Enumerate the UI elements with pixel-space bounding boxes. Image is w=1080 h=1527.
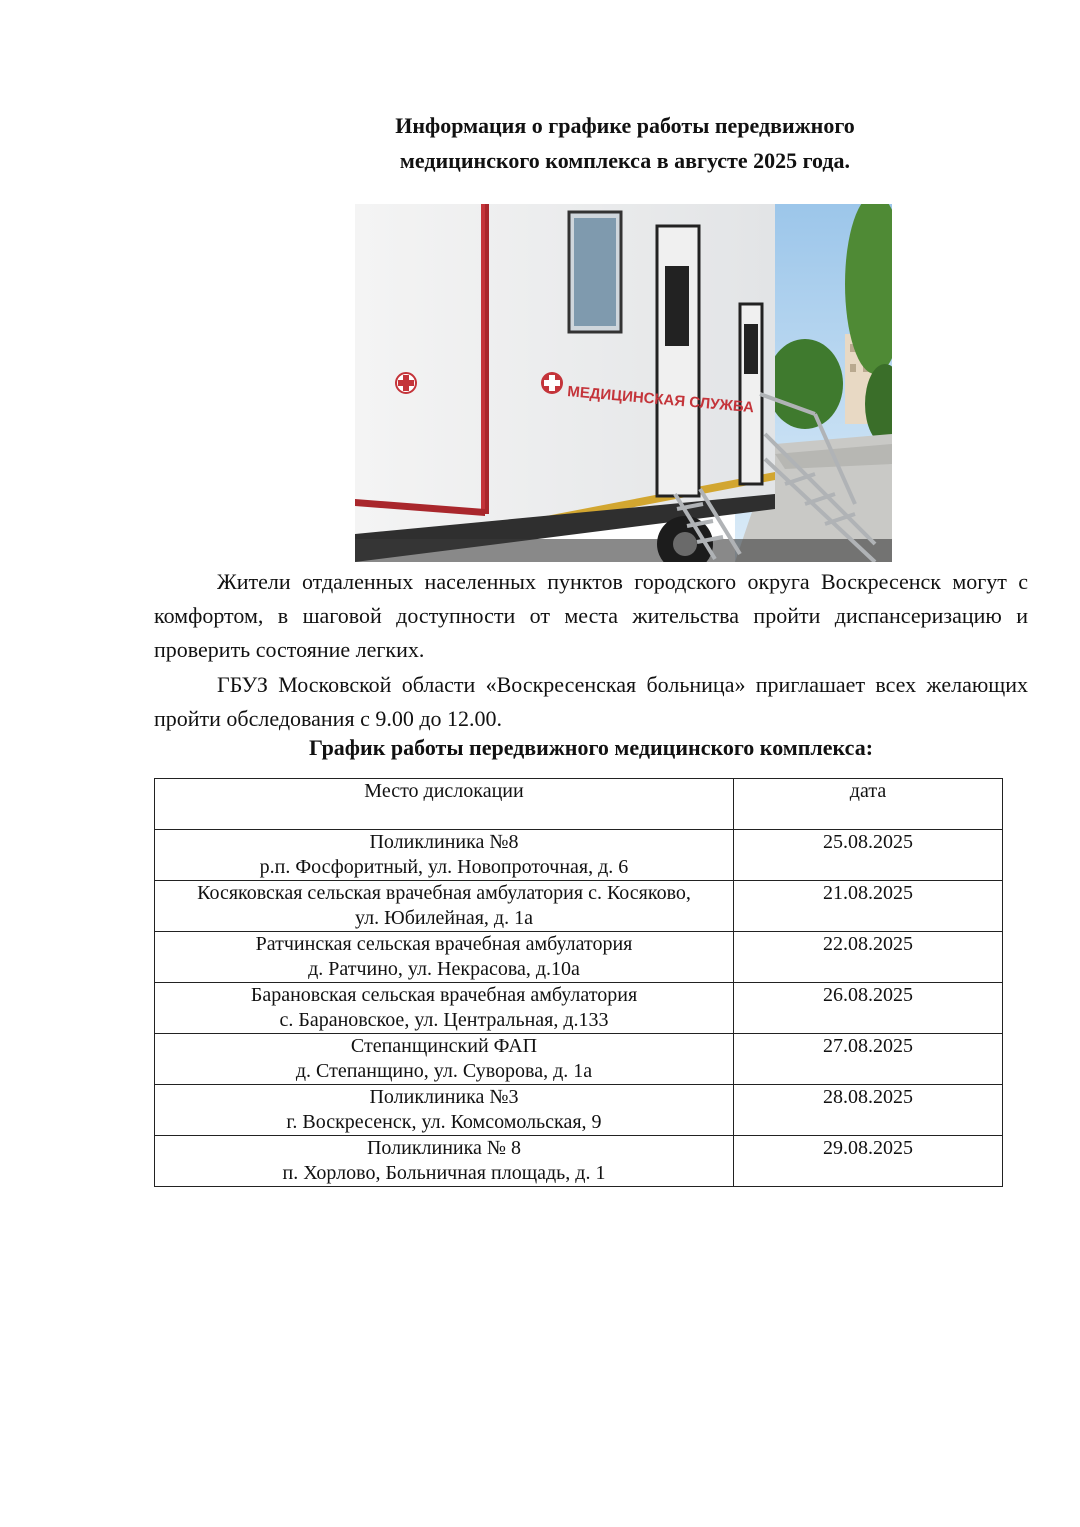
place-cell — [155, 932, 734, 983]
place-address: д. Степанщино, ул. Суворова, д. 1а — [295, 1060, 593, 1082]
table-row — [155, 830, 1003, 881]
place-address: д. Ратчино, ул. Некрасова, д.10а — [308, 958, 580, 980]
table-row — [155, 1136, 1003, 1187]
place-name: Барановская сельская врачебная амбулатория — [250, 984, 638, 1006]
place-cell — [155, 1034, 734, 1085]
place-cell — [155, 1136, 734, 1187]
intro-paragraph: Жители отдаленных населенных пунктов городского округа Воскресенск могут с комфортом, в шаговой доступности от места жительства пройти диспансеризацию и проверить состояние легких. — [154, 569, 1028, 662]
table-row — [155, 881, 1003, 932]
place-name: Поликлиника №3 — [369, 1086, 519, 1108]
place-address: ул. Юбилейная, д. 1а — [355, 907, 533, 929]
place-name: Ратчинская сельская врачебная амбулатория — [255, 933, 633, 955]
place-name: Поликлиника № 8 — [366, 1137, 522, 1159]
place-name: Поликлиника №8 — [369, 831, 519, 853]
date-cell: 22.08.2025 — [734, 932, 1003, 983]
date-cell: 26.08.2025 — [734, 983, 1003, 1034]
place-cell — [155, 1085, 734, 1136]
mobile-clinic-photo — [355, 204, 892, 562]
title-line-2: медицинского комплекса в августе 2025 года. — [399, 148, 851, 173]
place-address: п. Хорлово, Больничная площадь, д. 1 — [282, 1162, 606, 1184]
date-cell: 25.08.2025 — [734, 830, 1003, 881]
table-row — [155, 1085, 1003, 1136]
place-address: р.п. Фосфоритный, ул. Новопроточная, д. 6 — [259, 856, 629, 878]
table-row — [155, 983, 1003, 1034]
place-cell — [155, 830, 734, 881]
date-cell: 21.08.2025 — [734, 881, 1003, 932]
place-address: г. Воскресенск, ул. Комсомольская, 9 — [286, 1111, 602, 1133]
document-title — [300, 108, 950, 178]
invitation-paragraph: ГБУЗ Московской области «Воскресенская больница» приглашает всех желающих пройти обследования с 9.00 до 12.00. — [154, 672, 1028, 731]
date-cell: 28.08.2025 — [734, 1085, 1003, 1136]
place-cell — [155, 881, 734, 932]
header-date: дата — [734, 779, 1003, 830]
van-label: МЕДИЦИНСКАЯ СЛУЖБА — [566, 383, 755, 417]
place-name: Степанщинский ФАП — [350, 1035, 538, 1057]
table-row — [155, 932, 1003, 983]
table-row — [155, 1034, 1003, 1085]
place-name: Косяковская сельская врачебная амбулатория с. Косяково, — [197, 882, 691, 904]
header-place: Место дислокации — [155, 779, 734, 830]
title-line-1: Информация о графике работы передвижного — [395, 113, 855, 138]
place-cell — [155, 983, 734, 1034]
date-cell: 27.08.2025 — [734, 1034, 1003, 1085]
date-cell: 29.08.2025 — [734, 1136, 1003, 1187]
place-address: с. Барановское, ул. Центральная, д.133 — [279, 1009, 609, 1031]
schedule-title: График работы передвижного медицинского комплекса: — [308, 735, 874, 760]
schedule-table — [154, 778, 1003, 1187]
table-header-row — [155, 779, 1003, 830]
